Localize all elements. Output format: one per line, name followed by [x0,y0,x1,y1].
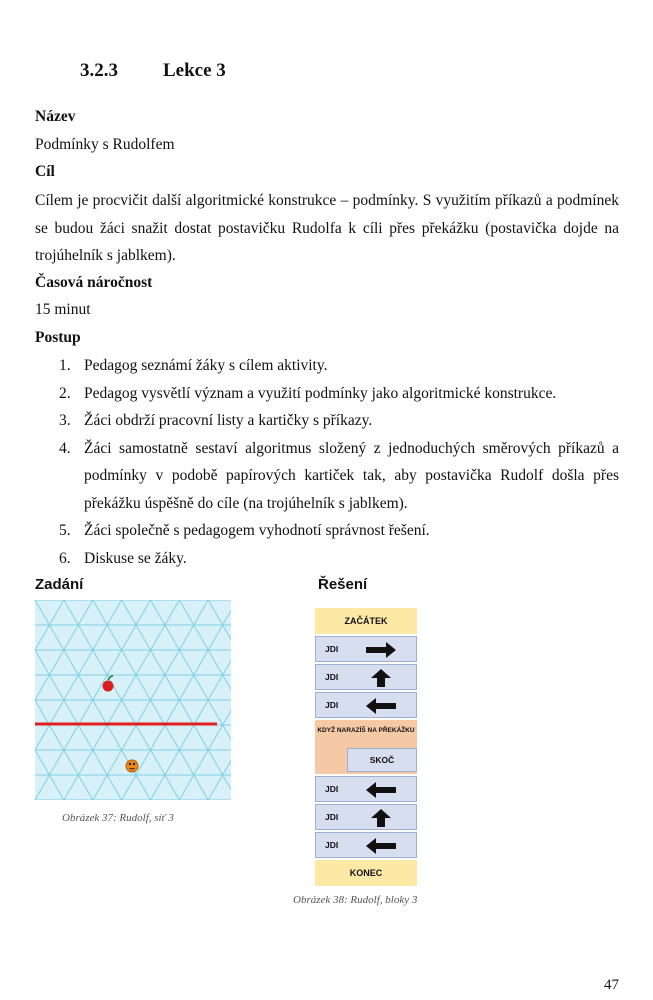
jdi-label: JDI [325,840,339,850]
start-block: ZAČÁTEK [315,608,417,634]
arrow-left-icon [364,696,398,716]
postup-steps-list [35,352,619,572]
jdi-block [315,776,417,802]
condition-label: KDYŽ NARAZÍŠ NA PŘEKÁŽKU [317,727,415,734]
arrow-up-icon [364,668,398,688]
nazev-value: Podmínky s Rudolfem [35,136,175,153]
step-number: 3. [59,412,71,429]
cil-label: Cíl [35,163,55,180]
step-text: Žáci samostatně sestaví algoritmus složený z jednoduchých směrových příkazů a podmínky v podobě papírových kartiček tak, aby postavička Rudolf došla přes překážku úspěšně do cíle (na trojúhelník s jablkem). [84,439,619,512]
jdi-label: JDI [325,812,339,822]
jdi-block [315,832,417,858]
reseni-label: Řešení [318,576,368,593]
rudolf-icon [126,760,138,772]
step-number: 2. [59,384,71,402]
section-number: 3.2.3 [80,60,118,81]
step-number: 5. [59,522,71,539]
end-block: KONEC [315,860,417,886]
list-item [35,545,619,573]
reseni-caption: Obrázek 38: Rudolf, bloky 3 [293,894,418,906]
list-item [35,380,619,408]
arrow-right-icon [364,640,398,660]
jdi-label: JDI [325,700,339,710]
step-number: 6. [59,549,71,567]
jdi-block [315,664,417,690]
postup-label: Postup [35,329,81,346]
cil-text: Cílem je procvičit další algoritmické konstrukce – podmínky. S využitím příkazů a podmínek se budou žáci snažit dostat postavičku Rudolfa k cíli přes překážku (postavička dojde na trojúhelník s jablkem). [35,192,619,264]
step-number: 4. [59,439,71,457]
zadani-caption: Obrázek 37: Rudolf, síť 3 [62,812,174,824]
step-number: 1. [59,357,71,374]
step-text: Pedagog vysvětlí význam a využití podmínky jako algoritmické konstrukce. [84,384,557,402]
jdi-label: JDI [325,644,339,654]
jdi-block [315,804,417,830]
casova-label: Časová náročnost [35,274,153,291]
solution-blocks [315,608,417,886]
arrow-left-icon [364,836,398,856]
list-item [35,435,619,518]
step-text: Diskuse se žáky. [84,549,187,567]
jdi-label: JDI [325,784,339,794]
zadani-label: Zadání [35,576,84,593]
list-item [35,407,619,435]
page-number: 47 [604,977,619,993]
arrow-left-icon [364,780,398,800]
step-text: Pedagog seznámí žáky s cílem aktivity. [84,357,328,374]
list-item [35,517,619,545]
list-item [35,352,619,380]
step-text: Žáci obdrží pracovní listy a kartičky s příkazy. [84,412,373,429]
arrow-up-icon [364,808,398,828]
jdi-label: JDI [325,672,339,682]
skoc-block: SKOČ [347,748,417,772]
jdi-block [315,636,417,662]
casova-value: 15 minut [35,301,91,318]
condition-block [315,720,417,774]
section-title: Lekce 3 [163,60,226,81]
nazev-label: Název [35,108,76,125]
step-text: Žáci společně s pedagogem vyhodnotí správnost řešení. [84,522,430,539]
jdi-block [315,692,417,718]
triangle-grid [35,600,231,800]
